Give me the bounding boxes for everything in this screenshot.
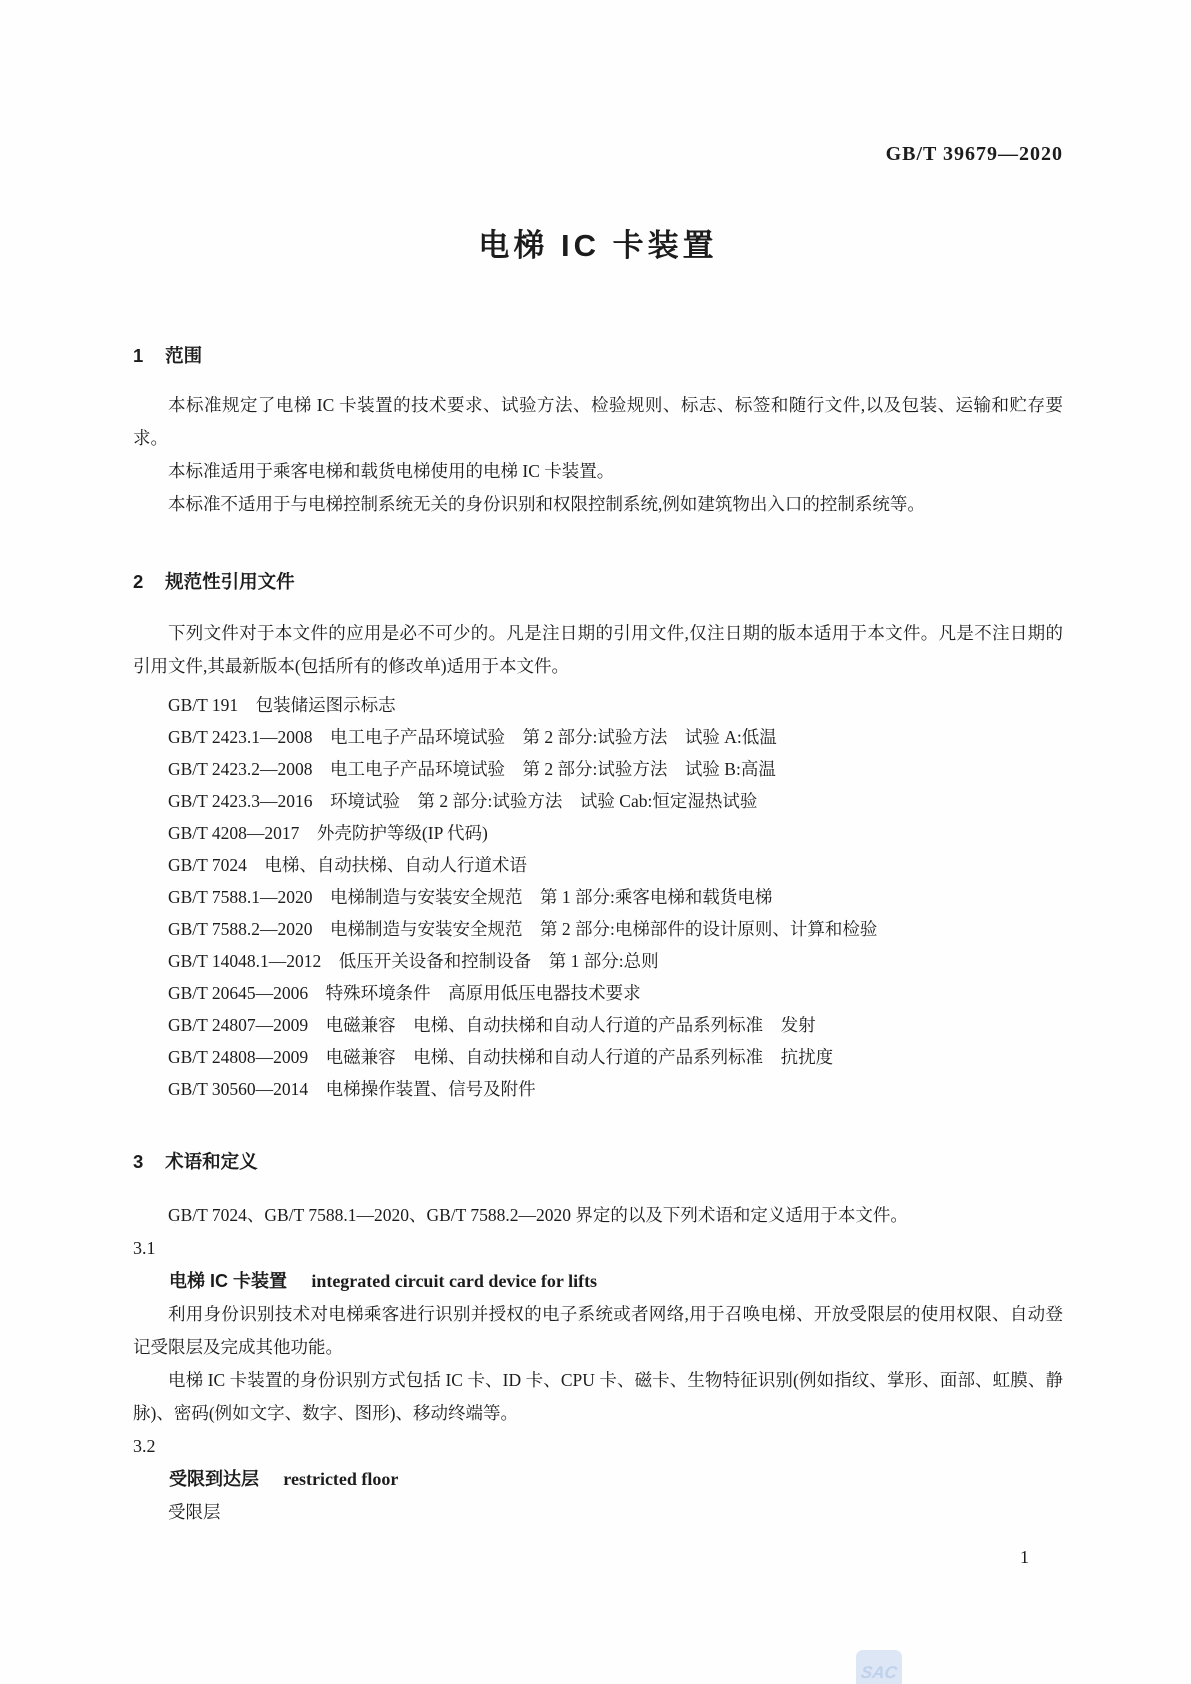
reference-item: GB/T 24807—2009 电磁兼容 电梯、自动扶梯和自动人行道的产品系列标准 发射 (168, 1015, 816, 1035)
reference-item: GB/T 7024 电梯、自动扶梯、自动人行道术语 (168, 855, 527, 875)
page-content (0, 141, 1191, 1529)
reference-item: GB/T 30560—2014 电梯操作装置、信号及附件 (168, 1079, 536, 1099)
section-heading-scope (133, 343, 1063, 369)
reference-item: GB/T 20645—2006 特殊环境条件 高原用低压电器技术要求 (168, 983, 641, 1003)
definition-paragraph: 电梯 IC 卡装置的身份识别方式包括 IC 卡、ID 卡、CPU 卡、磁卡、生物特征识别(例如指纹、掌形、面部、虹膜、静脉)、密码(例如文字、数字、图形)、移动终端等。 (133, 1370, 1063, 1423)
sac-watermark (856, 1650, 902, 1684)
section-title: 范围 (165, 345, 203, 366)
paragraph: 下列文件对于本文件的应用是必不可少的。凡是注日期的引用文件,仅注日期的版本适用于本文件。凡是不注日期的引用文件,其最新版本(包括所有的修改单)适用于本文件。 (133, 623, 1063, 676)
section-title: 术语和定义 (165, 1151, 258, 1172)
reference-item: GB/T 2423.1—2008 电工电子产品环境试验 第 2 部分:试验方法 试验 A:低温 (168, 727, 777, 747)
reference-item: GB/T 14048.1—2012 低压开关设备和控制设备 第 1 部分:总则 (168, 951, 659, 971)
clause-number-3-1: 3.1 (133, 1238, 156, 1258)
section-number: 2 (133, 571, 144, 592)
reference-item: GB/T 7588.1—2020 电梯制造与安装安全规范 第 1 部分:乘客电梯和载货电梯 (168, 887, 773, 907)
section-heading-normative-references (133, 569, 1063, 595)
page-number: 1 (1020, 1547, 1029, 1567)
reference-list (133, 689, 1063, 1105)
reference-item: GB/T 24808—2009 电磁兼容 电梯、自动扶梯和自动人行道的产品系列标准 抗扰度 (168, 1047, 834, 1067)
sac-watermark-text: SAC (859, 1663, 899, 1682)
reference-item: GB/T 2423.3—2016 环境试验 第 2 部分:试验方法 试验 Cab:恒定湿热试验 (168, 791, 758, 811)
paragraph: 本标准适用于乘客电梯和载货电梯使用的电梯 IC 卡装置。 (168, 461, 615, 481)
paragraph: GB/T 7024、GB/T 7588.1—2020、GB/T 7588.2—2020 界定的以及下列术语和定义适用于本文件。 (168, 1205, 908, 1225)
term-line (133, 1265, 1063, 1298)
paragraph: 本标准不适用于与电梯控制系统无关的身份识别和权限控制系统,例如建筑物出入口的控制系统等。 (168, 494, 925, 514)
term-synonym: 受限层 (168, 1502, 221, 1522)
reference-item: GB/T 2423.2—2008 电工电子产品环境试验 第 2 部分:试验方法 试验 B:高温 (168, 759, 776, 779)
section-heading-terms-definitions (133, 1149, 1063, 1175)
document-title: 电梯 IC 卡装置 (478, 228, 718, 263)
term-zh: 受限到达层 (169, 1469, 259, 1489)
reference-item: GB/T 4208—2017 外壳防护等级(IP 代码) (168, 823, 488, 843)
paragraph: 本标准规定了电梯 IC 卡装置的技术要求、试验方法、检验规则、标志、标签和随行文件,以及包装、运输和贮存要求。 (133, 395, 1063, 448)
term-line (133, 1463, 1063, 1496)
definition-paragraph: 利用身份识别技术对电梯乘客进行识别并授权的电子系统或者网络,用于召唤电梯、开放受限层的使用权限、自动登记受限层及完成其他功能。 (133, 1304, 1063, 1357)
term-en: integrated circuit card device for lifts (311, 1271, 598, 1291)
reference-item: GB/T 7588.2—2020 电梯制造与安装安全规范 第 2 部分:电梯部件的设计原则、计算和检验 (168, 919, 878, 939)
term-zh: 电梯 IC 卡装置 (169, 1271, 288, 1291)
clause-number-3-2: 3.2 (133, 1436, 156, 1456)
term-en: restricted floor (283, 1469, 399, 1489)
section-title: 规范性引用文件 (165, 571, 295, 592)
section-number: 1 (133, 345, 144, 366)
standard-code: GB/T 39679—2020 (885, 143, 1063, 165)
reference-item: GB/T 191 包装储运图示标志 (168, 695, 396, 715)
section-number: 3 (133, 1151, 144, 1172)
